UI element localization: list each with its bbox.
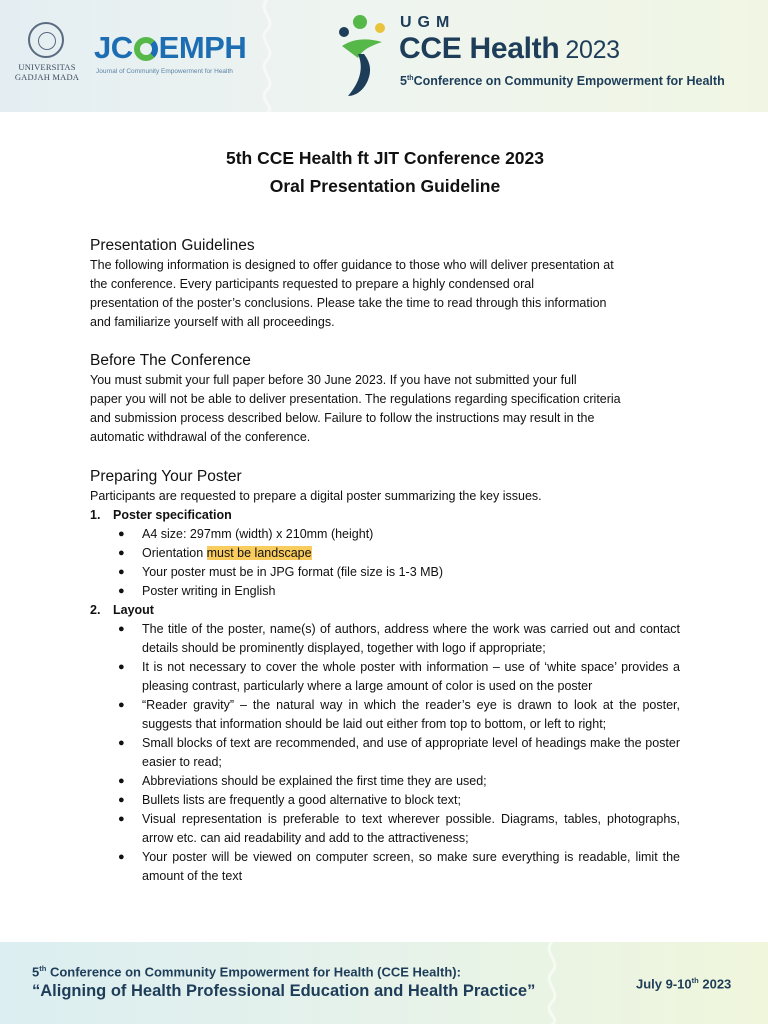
bullet-icon: ●	[118, 528, 125, 540]
list-item	[118, 791, 680, 810]
list-item	[118, 696, 680, 734]
layout-label: Layout	[113, 603, 154, 617]
list-number: 1.	[90, 508, 101, 522]
cce-sub-prefix: 5	[400, 74, 407, 88]
paragraph-poster-intro: Participants are requested to prepare a digital poster summarizing the key issues.	[90, 489, 542, 503]
text-line: automatic withdrawal of the conference.	[90, 430, 311, 444]
bullet-icon: ●	[118, 775, 125, 787]
list-item	[118, 848, 680, 886]
jc-logo-ring-icon	[134, 37, 158, 61]
list-item	[118, 810, 680, 848]
title-line-1: 5th CCE Health ft JIT Conference 2023	[226, 148, 544, 168]
title-line-2: Oral Presentation Guideline	[269, 176, 501, 196]
bullet-text: Your poster must be in JPG format (file size is 1-3 MB)	[142, 565, 444, 579]
spec-label-row	[90, 506, 680, 525]
jc-subtitle: Journal of Community Empowerment for Health	[96, 68, 233, 75]
list-item	[118, 525, 680, 544]
bullet-icon: ●	[118, 737, 125, 749]
footer-theme-line: “Aligning of Health Professional Education and Health Practice”	[32, 982, 536, 1000]
jc-logo-left: JC	[94, 30, 133, 65]
cce-sub-sup: th	[406, 74, 414, 82]
document-title	[90, 144, 680, 200]
bullet-text: Abbreviations should be explained the first time they are used;	[142, 774, 487, 788]
ugm-line-2: GADJAH MADA	[14, 72, 80, 82]
highlighted-text: must be landscape	[206, 546, 312, 560]
list-item	[118, 772, 680, 791]
bullet-text: It is not necessary to cover the whole poster with information – use of ‘white space’ provides a pleasing contrast, particularly where a large amount of color is used on the poster	[142, 660, 680, 693]
footer-prefix: 5	[32, 964, 40, 980]
section-heading-before: Before The Conference	[90, 352, 251, 369]
ugm-line-1: UNIVERSITAS	[18, 62, 76, 72]
wave-decoration	[255, 0, 279, 112]
list-item	[118, 544, 680, 563]
jc-logo-right: EMPH	[158, 30, 247, 65]
text-line: You must submit your full paper before 30 June 2023. If you have not submitted your full	[90, 373, 577, 387]
bullet-text: Your poster will be viewed on computer screen, so make sure everything is readable, limit the amount of the text	[142, 850, 680, 883]
wave-decoration	[540, 942, 564, 1024]
cce-figure-icon	[334, 12, 390, 98]
list-item-layout	[90, 601, 680, 886]
bullet-icon: ●	[118, 813, 125, 825]
bullet-text: Orientation	[142, 546, 207, 560]
date-sup: th	[691, 976, 699, 985]
cce-year: 2023	[565, 36, 620, 64]
ugm-logo-text	[12, 62, 82, 82]
bullet-text: Small blocks of text are recommended, and use of appropriate level of headings make the poster easier to read;	[142, 736, 680, 769]
list-item	[118, 563, 680, 582]
layout-bullets	[90, 620, 680, 886]
jcoemph-logo	[94, 30, 246, 66]
text-line: and submission process described below. Failure to follow the instructions may result in the	[90, 411, 595, 425]
bullet-text: Bullets lists are frequently a good alternative to block text;	[142, 793, 461, 807]
spec-label: Poster specification	[113, 508, 232, 522]
bullet-icon: ●	[118, 585, 125, 597]
bullet-icon: ●	[118, 851, 125, 863]
cce-ugm-label: UGM	[400, 14, 456, 31]
list-item	[118, 734, 680, 772]
footer-sup: th	[39, 964, 47, 973]
text-line: the conference. Every participants requested to prepare a highly condensed oral	[90, 277, 535, 291]
bullet-icon: ●	[118, 699, 125, 711]
bullet-icon: ●	[118, 794, 125, 806]
list-number: 2.	[90, 603, 101, 617]
ugm-seal-icon	[28, 22, 64, 58]
cce-title	[399, 32, 620, 66]
spec-bullets	[90, 525, 680, 601]
date-rest: 2023	[698, 976, 732, 992]
bullet-text: The title of the poster, name(s) of authors, address where the work was carried out and contact details should be prominently displayed, together with logo if appropriate;	[142, 622, 680, 655]
text-line: and familiarize yourself with all proceedings.	[90, 315, 335, 329]
paragraph-before	[90, 371, 680, 447]
cce-subtitle	[400, 74, 725, 88]
footer-date	[636, 976, 731, 991]
text-line: The following information is designed to offer guidance to those who will deliver presentation at	[90, 258, 614, 272]
cce-sub-rest: Conference on Community Empowerment for Health	[413, 74, 725, 88]
bullet-text: A4 size: 297mm (width) x 210mm (height)	[142, 527, 374, 541]
footer-conference-line	[32, 964, 461, 979]
footer-rest: Conference on Community Empowerment for Health (CCE Health):	[46, 964, 461, 980]
paragraph-guidelines	[90, 256, 680, 332]
cce-title-text: CCE Health	[399, 32, 560, 65]
bullet-icon: ●	[118, 623, 125, 635]
document-body	[90, 144, 680, 886]
bullet-icon: ●	[118, 661, 125, 673]
bullet-text: Visual representation is preferable to text wherever possible. Diagrams, tables, photographs, arrow etc. can aid readability and add to the attractiveness;	[142, 812, 680, 845]
list-item	[118, 582, 680, 601]
bullet-icon: ●	[118, 547, 125, 559]
bullet-icon: ●	[118, 566, 125, 578]
date-prefix: July 9-10	[636, 976, 692, 992]
section-heading-poster: Preparing Your Poster	[90, 468, 242, 485]
layout-label-row	[90, 601, 680, 620]
list-item	[118, 658, 680, 696]
bullet-text: “Reader gravity” – the natural way in which the reader’s eye is drawn to look at the poster, suggests that information should be laid out either from top to bottom, or left to right;	[142, 698, 680, 731]
bullet-text: Poster writing in English	[142, 584, 276, 598]
footer-banner	[0, 942, 768, 1024]
poster-requirements-list	[90, 506, 680, 886]
section-heading-guidelines: Presentation Guidelines	[90, 237, 255, 254]
header-banner	[0, 0, 768, 112]
list-item-spec	[90, 506, 680, 601]
list-item	[118, 620, 680, 658]
text-line: presentation of the poster’s conclusions. Please take the time to read through this information	[90, 296, 607, 310]
text-line: paper you will not be able to deliver presentation. The regulations regarding specification criteria	[90, 392, 621, 406]
